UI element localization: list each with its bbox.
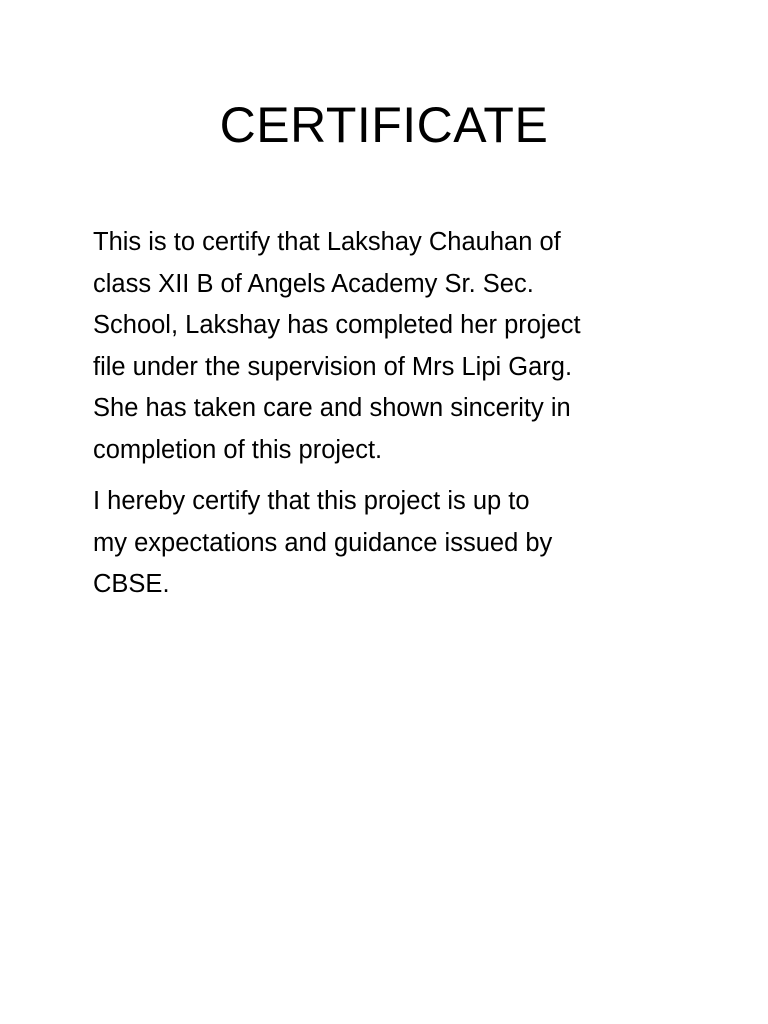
certification-paragraph	[93, 222, 693, 471]
text-line: completion of this project.	[93, 435, 383, 464]
text-line: my expectations and guidance issued by	[93, 528, 553, 557]
text-line: file under the supervision of Mrs Lipi Garg.	[93, 352, 573, 381]
declaration-paragraph	[93, 481, 693, 606]
certificate-title: CERTIFICATE	[219, 97, 549, 153]
text-line: School, Lakshay has completed her project	[93, 311, 581, 339]
text-line: class XII B of Angels Academy Sr. Sec.	[93, 269, 534, 298]
text-line: This is to certify that Lakshay Chauhan of	[93, 228, 561, 256]
text-line: CBSE.	[93, 570, 170, 598]
text-line: She has taken care and shown sincerity in	[93, 394, 571, 422]
certificate-body	[93, 222, 693, 616]
text-line: I hereby certify that this project is up to	[93, 487, 530, 515]
